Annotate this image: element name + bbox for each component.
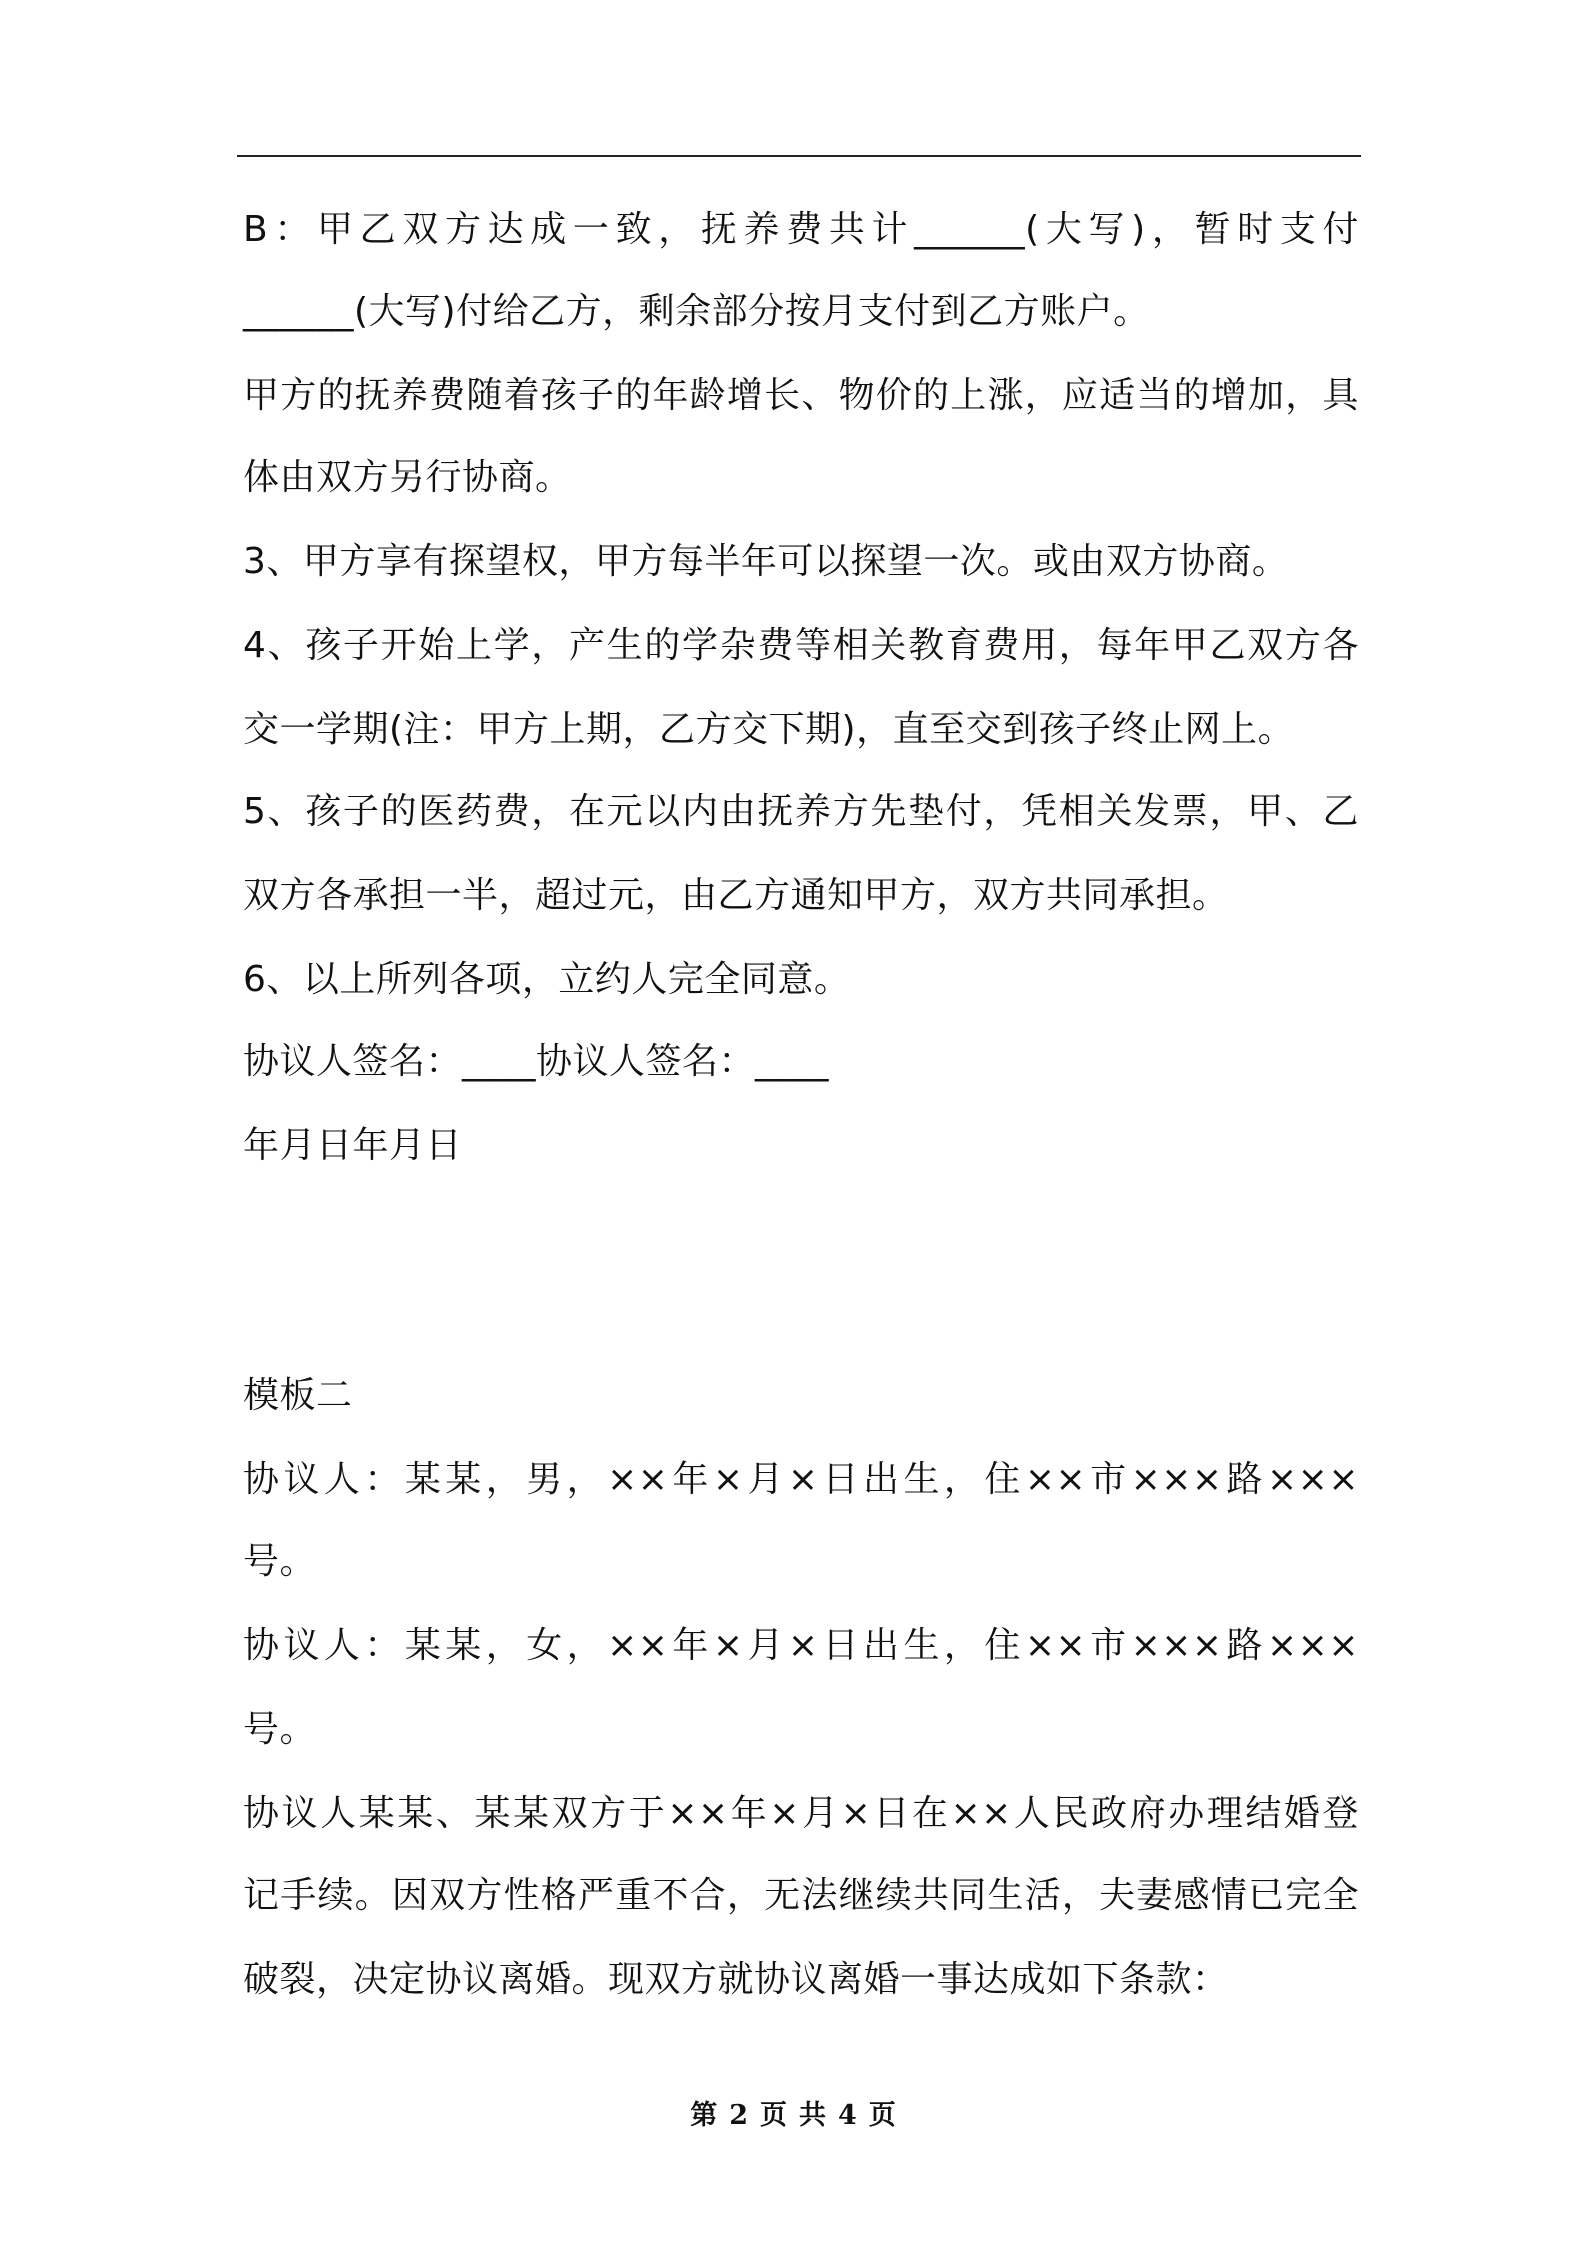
footer-ye-2: 页 <box>868 2100 896 2131</box>
paragraph-line: 体由双方另行协商。 <box>243 457 572 498</box>
paragraph-line: 协议人某某、某某双方于××年×月×日在××人民政府办理结婚登 <box>243 1793 1359 1834</box>
paragraph-line: 记手续。因双方性格严重不合，无法继续共同生活，夫妻感情已完全 <box>243 1875 1359 1916</box>
paragraph-line: 4、孩子开始上学，产生的学杂费等相关教育费用，每年甲乙双方各 <box>243 625 1359 666</box>
paragraph-line: 5、孩子的医药费，在元以内由抚养方先垫付，凭相关发票，甲、乙 <box>243 791 1359 832</box>
paragraph-line: 6、以上所列各项，立约人完全同意。 <box>243 959 851 1000</box>
paragraph-line: B：甲乙双方达成一致，抚养费共计______(大写)，暂时支付 <box>243 209 1359 250</box>
paragraph-line: 交一学期(注：甲方上期，乙方交下期)，直至交到孩子终止网上。 <box>243 709 1295 750</box>
page-number: 2 <box>729 2100 748 2131</box>
section-heading: 模板二 <box>243 1375 353 1416</box>
paragraph-line: 协议人：某某，男，××年×月×日出生，住××市×××路××× <box>243 1459 1359 1500</box>
paragraph-line: 双方各承担一半，超过元，由乙方通知甲方，双方共同承担。 <box>243 875 1229 916</box>
paragraph-line: 号。 <box>243 1541 317 1582</box>
total-pages: 4 <box>838 2100 857 2131</box>
page-footer <box>0 2098 1586 2134</box>
paragraph-line: 破裂，决定协议离婚。现双方就协议离婚一事达成如下条款： <box>243 1959 1229 2000</box>
paragraph-line: 协议人：某某，女，××年×月×日出生，住××市×××路××× <box>243 1625 1359 1666</box>
footer-ye: 页 <box>760 2100 787 2131</box>
footer-di: 第 <box>690 2100 718 2131</box>
paragraph-line: ______(大写)付给乙方，剩余部分按月支付到乙方账户。 <box>243 291 1150 332</box>
paragraph-line: 号。 <box>243 1709 317 1750</box>
header-rule <box>237 155 1361 157</box>
paragraph-line: 3、甲方享有探望权，甲方每半年可以探望一次。或由双方协商。 <box>243 541 1289 582</box>
paragraph-line: 甲方的抚养费随着孩子的年龄增长、物价的上涨，应适当的增加，具 <box>243 375 1359 416</box>
footer-gong: 共 <box>799 2100 826 2131</box>
date-line: 年月日年月日 <box>243 1125 463 1166</box>
signature-line: 协议人签名：____协议人签名：____ <box>243 1041 830 1082</box>
